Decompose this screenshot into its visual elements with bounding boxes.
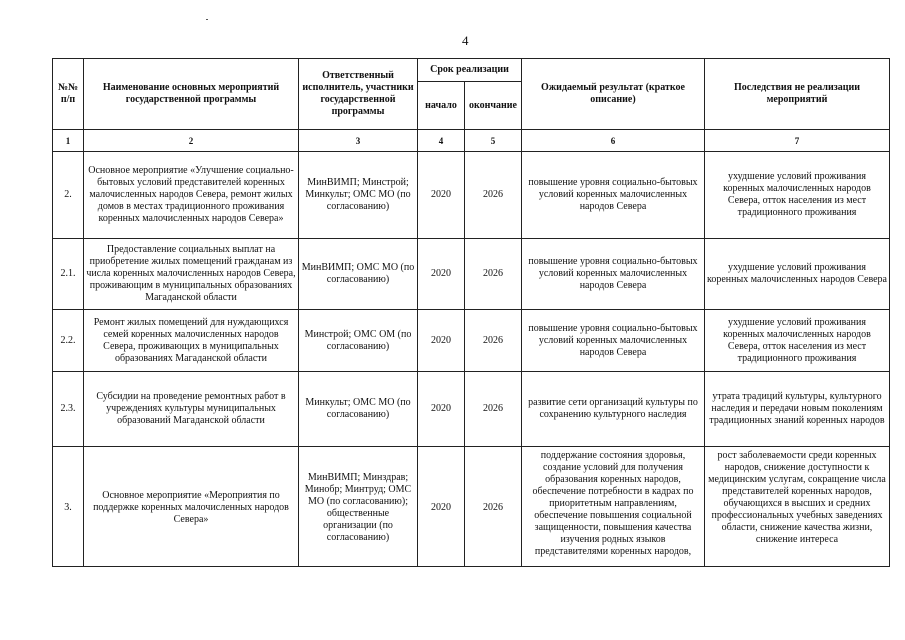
header-num: №№ п/п [53, 59, 84, 130]
row-num: 2.3. [53, 372, 84, 447]
table-row [53, 152, 890, 239]
header-consequences: Последствия не реализации мероприятий [705, 59, 890, 130]
row-executor: МинВИМП; Минстрой; Минкульт; ОМС МО (по согласованию) [299, 152, 418, 239]
row-consequences: ухудшение условий проживания коренных малочисленных народов Севера, отток населения из мест традиционного проживания [705, 310, 890, 372]
row-num: 2.2. [53, 310, 84, 372]
row-consequences: ухудшение условий проживания коренных малочисленных народов Севера [705, 239, 890, 310]
row-num: 2.1. [53, 239, 84, 310]
row-end: 2026 [465, 239, 522, 310]
row-end: 2026 [465, 447, 522, 567]
row-result: поддержание состояния здоровья, создание условий для получения образования коренных народов, обеспечение потребности в кадрах по приоритетным направлениям, обеспечение повышения социальной защищенности, повышения качества изучения родных языков представителями коренных народов, [522, 447, 705, 567]
row-executor: МинВИМП; ОМС МО (по согласованию) [299, 239, 418, 310]
row-start: 2020 [418, 372, 465, 447]
row-start: 2020 [418, 239, 465, 310]
row-start: 2020 [418, 447, 465, 567]
column-number: 3 [299, 130, 418, 152]
row-result: повышение уровня социально-бытовых условий коренных малочисленных народов Севера [522, 239, 705, 310]
row-name: Основное мероприятие «Улучшение социально-бытовых условий представителей коренных малочисленных народов Севера, ремонт жилых домов в местах традиционного проживания коренных малочисленных народов Севера» [84, 152, 299, 239]
row-consequences: ухудшение условий проживания коренных малочисленных народов Севера, отток населения из мест традиционного проживания [705, 152, 890, 239]
table-row [53, 447, 890, 567]
header-period: Срок реализации [418, 59, 522, 82]
table-row [53, 310, 890, 372]
row-end: 2026 [465, 310, 522, 372]
row-executor: МинВИМП; Минздрав; Минобр; Минтруд; ОМС МО (по согласованию); общественные организации (по согласованию) [299, 447, 418, 567]
header-end: окончание [465, 82, 522, 130]
column-number: 1 [53, 130, 84, 152]
row-name: Предоставление социальных выплат на приобретение жилых помещений гражданам из числа коренных малочисленных народов Севера, проживающим в муниципальных образованиях Магаданской области [84, 239, 299, 310]
scan-speck [206, 19, 208, 20]
header-row [53, 59, 890, 82]
header-executor: Ответственный исполнитель, участники государственной программы [299, 59, 418, 130]
row-end: 2026 [465, 152, 522, 239]
column-number: 7 [705, 130, 890, 152]
row-name: Ремонт жилых помещений для нуждающихся семей коренных малочисленных народов Севера, проживающих в муниципальных образованиях Магаданской области [84, 310, 299, 372]
header-result: Ожидаемый результат (краткое описание) [522, 59, 705, 130]
row-result: повышение уровня социально-бытовых условий коренных малочисленных народов Севера [522, 310, 705, 372]
header-start: начало [418, 82, 465, 130]
row-start: 2020 [418, 152, 465, 239]
row-result: повышение уровня социально-бытовых условий коренных малочисленных народов Севера [522, 152, 705, 239]
column-number-row [53, 130, 890, 152]
column-number: 5 [465, 130, 522, 152]
row-executor: Минкульт; ОМС МО (по согласованию) [299, 372, 418, 447]
page-number: 4 [462, 33, 469, 48]
row-num: 3. [53, 447, 84, 567]
column-number: 4 [418, 130, 465, 152]
row-start: 2020 [418, 310, 465, 372]
row-name: Основное мероприятие «Мероприятия по поддержке коренных малочисленных народов Севера» [84, 447, 299, 567]
table-row [53, 239, 890, 310]
row-consequences: рост заболеваемости среди коренных народов, снижение доступности к медицинским услугам, сокращение числа представителей коренных народов, обучающихся в высших и средних профессиональных учебных заведениях области, снижение качества жизни, снижение интереса [705, 447, 890, 567]
program-activities-table [52, 58, 890, 567]
row-num: 2. [53, 152, 84, 239]
header-name: Наименование основных мероприятий государственной программы [84, 59, 299, 130]
row-result: развитие сети организаций культуры по сохранению культурного наследия [522, 372, 705, 447]
row-end: 2026 [465, 372, 522, 447]
column-number: 6 [522, 130, 705, 152]
row-name: Субсидии на проведение ремонтных работ в учреждениях культуры муниципальных образований Магаданской области [84, 372, 299, 447]
row-consequences: утрата традиций культуры, культурного наследия и передачи новым поколениям традиционных знаний коренных народов [705, 372, 890, 447]
row-executor: Минстрой; ОМС ОМ (по согласованию) [299, 310, 418, 372]
table-row [53, 372, 890, 447]
column-number: 2 [84, 130, 299, 152]
